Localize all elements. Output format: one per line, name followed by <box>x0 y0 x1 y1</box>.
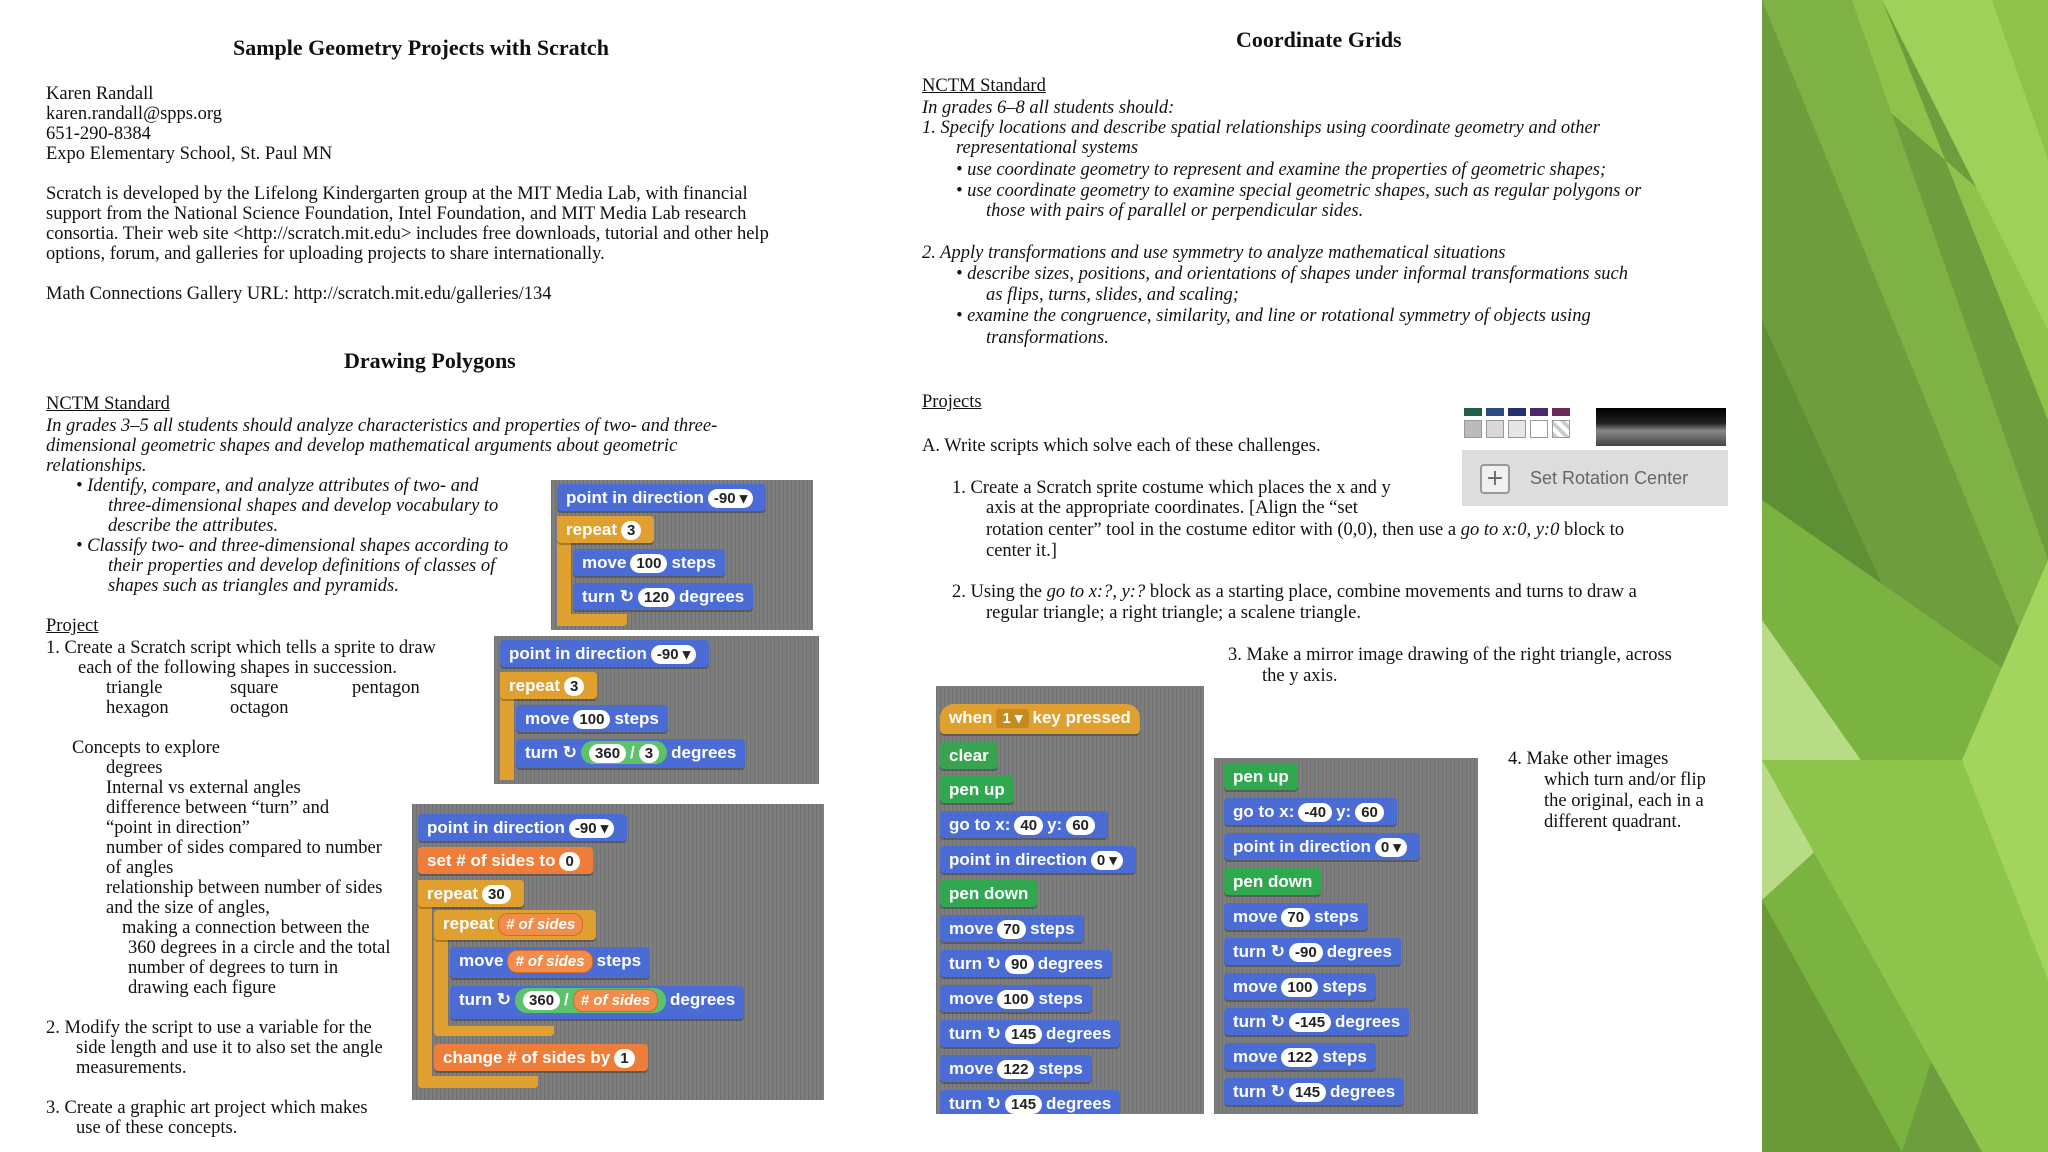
set-variable-block: set # of sides to 0 <box>418 847 593 874</box>
color-swatch[interactable] <box>1486 408 1504 416</box>
sides-variable: # of sides <box>498 913 583 936</box>
pen-up-block: pen up <box>940 776 1014 803</box>
grade-line: In grades 6–8 all students should: <box>922 98 1175 118</box>
bullet-line: shapes such as triangles and pyramids. <box>108 576 399 596</box>
degrees-value: 90 <box>1005 955 1034 974</box>
bullet-line: their properties and develop definitions of classes of <box>108 556 496 576</box>
author-phone: 651-290-8384 <box>46 124 151 144</box>
concept-line: Internal vs external angles <box>106 778 301 798</box>
standard-line: relationships. <box>46 456 147 476</box>
turn-block: turn ↻ 145 degrees <box>940 1090 1120 1114</box>
turn-block: turn ↻ 120 degrees <box>573 583 753 610</box>
p4-line: the original, each in a <box>1544 791 1704 811</box>
repeat-arm <box>418 880 432 1084</box>
item1-line: 1. Create a Scratch script which tells a sprite to draw <box>46 638 436 658</box>
item2-line: measurements. <box>76 1058 187 1078</box>
steps-value: 122 <box>997 1060 1034 1079</box>
move-block: move 122 steps <box>1224 1043 1376 1070</box>
p4-line: 4. Make other images <box>1508 749 1669 769</box>
degrees-value: -145 <box>1289 1013 1331 1032</box>
color-swatch[interactable] <box>1552 408 1570 416</box>
turn-block: turn ↻ 145 degrees <box>1224 1078 1404 1105</box>
s1-bullet: those with pairs of parallel or perpendicular sides. <box>986 201 1364 221</box>
gray-swatch[interactable] <box>1486 420 1504 438</box>
concepts-heading: Concepts to explore <box>72 738 220 758</box>
standard-line: dimensional geometric shapes and develop mathematical arguments about geometric <box>46 436 678 456</box>
concept-line: degrees <box>106 758 163 778</box>
bullet-line: • Identify, compare, and analyze attributes of two- and <box>76 476 479 496</box>
steps-value: 100 <box>573 710 610 729</box>
direction-value: -90 ▾ <box>569 819 614 838</box>
turn-block: turn ↻ 90 degrees <box>940 950 1112 977</box>
steps-value: 100 <box>997 990 1034 1009</box>
author-school: Expo Elementary School, St. Paul MN <box>46 144 333 164</box>
bullet-line: three-dimensional shapes and develop vocabulary to <box>108 496 499 516</box>
move-block: move 70 steps <box>1224 903 1368 930</box>
repeat-arm-bottom <box>557 614 627 626</box>
point-in-direction-block: point in direction -90 ▾ <box>557 484 766 511</box>
scratch-script-1 <box>551 480 813 630</box>
s2-bullet: as flips, turns, slides, and scaling; <box>986 285 1239 305</box>
item2-line: 2. Modify the script to use a variable for the <box>46 1018 372 1038</box>
clear-block: clear <box>940 742 998 769</box>
color-swatch[interactable] <box>1530 408 1548 416</box>
move-block: move 100 steps <box>1224 973 1376 1000</box>
divide-operator: 360 / 3 <box>581 741 667 764</box>
steps-value: 122 <box>1281 1048 1318 1067</box>
steps-value: 100 <box>630 554 667 573</box>
repeat-count: 3 <box>621 521 641 540</box>
concept-line: 360 degrees in a circle and the total <box>128 938 391 958</box>
color-swatch[interactable] <box>1508 408 1526 416</box>
gallery-url: Math Connections Gallery URL: http://scratch.mit.edu/galleries/134 <box>46 284 552 304</box>
x-value: -40 <box>1298 803 1332 822</box>
white-swatch[interactable] <box>1530 420 1548 438</box>
scratch-script-b <box>1214 758 1478 1114</box>
move-block: move 100 steps <box>573 549 725 576</box>
set-value: 0 <box>559 852 579 871</box>
degrees-value: 145 <box>1289 1083 1326 1102</box>
p1-line: rotation center” tool in the costume editor with (0,0), then use a go to x:0, y:0 block to <box>986 520 1625 540</box>
item3-line: 3. Create a graphic art project which makes <box>46 1098 368 1118</box>
intro-line: consortia. Their web site <http://scratch.mit.edu> includes free downloads, tutorial and other help <box>46 224 769 244</box>
scratch-script-3 <box>412 804 824 1100</box>
shape-triangle: triangle <box>106 678 163 698</box>
standard-heading: NCTM Standard <box>46 394 170 414</box>
author-name: Karen Randall <box>46 84 154 104</box>
turn-block: turn ↻ -90 degrees <box>1224 938 1401 965</box>
steps-value: 100 <box>1281 978 1318 997</box>
go-to-block: go to x: -40 y: 60 <box>1224 798 1397 825</box>
sides-variable: # of sides <box>507 950 592 973</box>
repeat-block: repeat 3 <box>557 516 654 543</box>
direction-value: -90 ▾ <box>708 489 753 508</box>
direction-value: 0 ▾ <box>1091 851 1123 870</box>
move-block: move # of sides steps <box>450 947 650 978</box>
turn-block: turn ↻ 360 / 3 degrees <box>516 739 745 768</box>
repeat-arm-bottom <box>418 1076 538 1088</box>
bullet-line: describe the attributes. <box>108 516 279 536</box>
p2-line: regular triangle; a right triangle; a scalene triangle. <box>986 603 1361 623</box>
s2-bullet: • describe sizes, positions, and orientations of shapes under informal transformations such <box>956 264 1628 284</box>
sides-variable: # of sides <box>573 989 658 1012</box>
move-block: move 122 steps <box>940 1055 1092 1082</box>
point-in-direction-block: point in direction -90 ▾ <box>500 640 709 667</box>
p1-line: axis at the appropriate coordinates. [Align the “set <box>986 498 1358 518</box>
facet-graphic <box>1762 0 2048 1152</box>
left-title: Sample Geometry Projects with Scratch <box>233 35 609 60</box>
p1-line: 1. Create a Scratch sprite costume which places the x and y <box>952 478 1391 498</box>
degrees-value: 145 <box>1005 1025 1042 1044</box>
x-value: 40 <box>1014 816 1043 835</box>
change-variable-block: change # of sides by 1 <box>434 1044 648 1071</box>
concept-line: making a connection between the <box>122 918 370 938</box>
p3-line: the y axis. <box>1262 666 1338 686</box>
move-block: move 70 steps <box>940 915 1084 942</box>
repeat-count: 3 <box>564 677 584 696</box>
repeat-count: 30 <box>482 885 511 904</box>
direction-value: 0 ▾ <box>1375 838 1407 857</box>
degrees-value: -90 <box>1289 943 1323 962</box>
project-heading: Project <box>46 616 99 636</box>
degrees-value: 145 <box>1005 1095 1042 1114</box>
concept-line: difference between “turn” and <box>106 798 330 818</box>
degrees-value: 120 <box>638 588 675 607</box>
set-rotation-center-label[interactable]: Set Rotation Center <box>1530 468 1689 488</box>
item3-line: use of these concepts. <box>76 1118 238 1138</box>
turn-block: turn ↻ -145 degrees <box>1224 1008 1409 1035</box>
change-value: 1 <box>614 1049 634 1068</box>
repeat-block: repeat 30 <box>418 880 524 907</box>
pen-up-block: pen up <box>1224 763 1298 790</box>
concept-line: drawing each figure <box>128 978 276 998</box>
go-to-block: go to x: 40 y: 60 <box>940 811 1108 838</box>
numerator-value: 360 <box>589 744 626 763</box>
bullet-line: • Classify two- and three-dimensional shapes according to <box>76 536 509 556</box>
decorative-green-facets <box>1762 0 2048 1152</box>
s1-bullet: • use coordinate geometry to examine special geometric shapes, such as regular polygons or <box>956 181 1642 201</box>
intro-line: support from the National Science Foundation, Intel Foundation, and MIT Media Lab research <box>46 204 747 224</box>
concept-line: “point in direction” <box>106 818 250 838</box>
point-in-direction-block: point in direction 0 ▾ <box>1224 833 1420 860</box>
s2-bullet: transformations. <box>986 328 1109 348</box>
p1-line: center it.] <box>986 541 1057 561</box>
repeat-block: repeat 3 <box>500 672 597 699</box>
turn-block: turn ↻ 145 degrees <box>940 1020 1120 1047</box>
p3-line: 3. Make a mirror image drawing of the right triangle, across <box>1228 645 1672 665</box>
section-title-polygons: Drawing Polygons <box>344 348 516 373</box>
y-value: 60 <box>1355 803 1384 822</box>
standard-heading-right: NCTM Standard <box>922 76 1046 96</box>
inner-repeat-block: repeat # of sides <box>434 910 596 940</box>
gradient-picker[interactable] <box>1596 408 1726 446</box>
concept-line: number of sides compared to number <box>106 838 382 858</box>
right-title: Coordinate Grids <box>1236 27 1402 52</box>
item1-line: each of the following shapes in succession. <box>78 658 398 678</box>
key-value: 1 ▾ <box>996 709 1028 728</box>
p4-line: which turn and/or flip <box>1544 770 1706 790</box>
move-block: move 100 steps <box>940 985 1092 1012</box>
p2-line: 2. Using the go to x:?, y:? block as a starting place, combine movements and turns to draw a <box>952 582 1637 602</box>
shape-pentagon: pentagon <box>352 678 420 698</box>
s1-line: representational systems <box>956 138 1139 158</box>
turn-block: turn ↻ 360 / # of sides degrees <box>450 986 744 1019</box>
concept-line: relationship between number of sides <box>106 878 383 898</box>
concept-line: number of degrees to turn in <box>128 958 339 978</box>
steps-value: 70 <box>1281 908 1310 927</box>
s2-bullet: • examine the congruence, similarity, and line or rotational symmetry of objects using <box>956 306 1591 326</box>
move-block: move 100 steps <box>516 705 668 732</box>
gray-swatch[interactable] <box>1508 420 1526 438</box>
crosshair-icon[interactable]: + <box>1480 464 1510 494</box>
scratch-script-2 <box>494 636 819 784</box>
color-swatch[interactable] <box>1464 408 1482 416</box>
intro-line: Scratch is developed by the Lifelong Kindergarten group at the MIT Media Lab, with financial <box>46 184 748 204</box>
direction-value: -90 ▾ <box>651 645 696 664</box>
shape-hexagon: hexagon <box>106 698 169 718</box>
inner-repeat-bottom <box>434 1026 554 1036</box>
gray-swatch[interactable] <box>1464 420 1482 438</box>
projects-heading: Projects <box>922 392 982 412</box>
point-in-direction-block: point in direction 0 ▾ <box>940 846 1136 873</box>
numerator-value: 360 <box>523 991 560 1010</box>
divide-operator: 360 / # of sides <box>515 988 666 1013</box>
when-key-pressed-hat: when 1 ▾ key pressed <box>940 704 1140 734</box>
item2-line: side length and use it to also set the angle <box>76 1038 383 1058</box>
pen-down-block: pen down <box>1224 868 1321 895</box>
transparent-swatch[interactable] <box>1552 420 1570 438</box>
concept-line: and the size of angles, <box>106 898 270 918</box>
standard-line: In grades 3–5 all students should analyze characteristics and properties of two- and three- <box>46 416 718 436</box>
shape-square: square <box>230 678 279 698</box>
steps-value: 70 <box>997 920 1026 939</box>
y-value: 60 <box>1066 816 1095 835</box>
pen-down-block: pen down <box>940 880 1037 907</box>
concept-line: of angles <box>106 858 174 878</box>
scratch-script-a <box>936 686 1204 1114</box>
s1-bullet: • use coordinate geometry to represent and examine the properties of geometric shapes; <box>956 160 1607 180</box>
author-email: karen.randall@spps.org <box>46 104 222 124</box>
point-in-direction-block: point in direction -90 ▾ <box>418 814 627 841</box>
p4-line: different quadrant. <box>1544 812 1682 832</box>
intro-line: options, forum, and galleries for uploading projects to share internationally. <box>46 244 605 264</box>
s2-line: 2. Apply transformations and use symmetry to analyze mathematical situations <box>922 243 1506 263</box>
s1-line: 1. Specify locations and describe spatial relationships using coordinate geometry and other <box>922 118 1600 138</box>
projects-intro: A. Write scripts which solve each of these challenges. <box>922 436 1321 456</box>
costume-editor-palette <box>1462 406 1728 506</box>
shape-octagon: octagon <box>230 698 289 718</box>
denominator-value: 3 <box>639 744 659 763</box>
